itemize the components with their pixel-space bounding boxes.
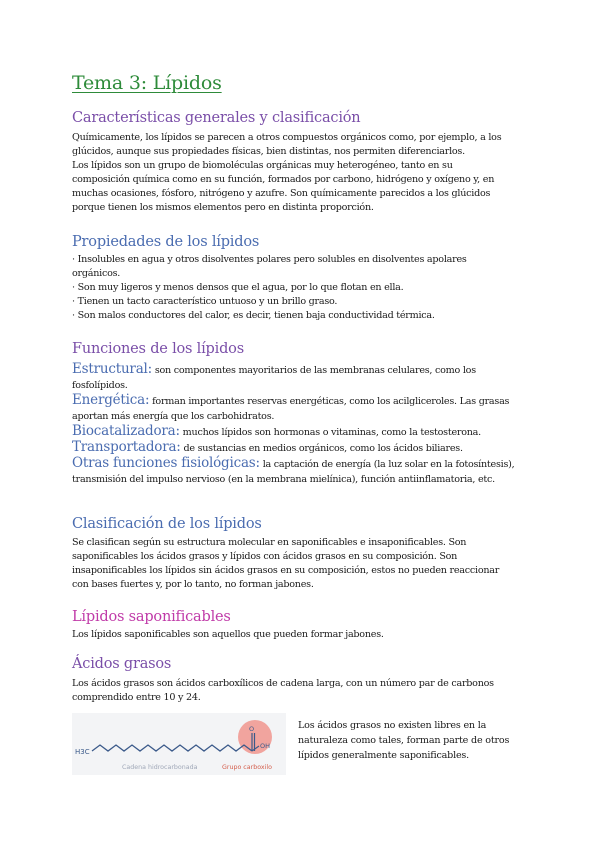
carboxyl-label: Grupo carboxilo [222, 764, 272, 771]
text-line: Se clasifican según su estructura molecular en saponificables e insaponificables. Son [72, 537, 467, 548]
text-line: Químicamente, los lípidos se parecen a otros compuestos orgánicos como, por ejemplo, a los [72, 132, 502, 143]
text-line: Los ácidos grasos son ácidos carboxílicos de cadena larga, con un número par de carbonos [72, 678, 494, 689]
chain-label: Cadena hidrocarbonada [122, 764, 198, 771]
function-item [72, 424, 528, 440]
function-text: son componentes mayoritarios de las membranas celulares, como los [152, 365, 476, 376]
function-lead: Estructural: [72, 361, 153, 377]
page-title: Tema 3: Lípidos [72, 72, 222, 94]
text-line: insaponificables los lípidos sin ácidos grasos en su composición, estos no pueden reaccionar [72, 565, 500, 576]
function-text: la captación de energía (la luz solar en la fotosíntesis), [259, 459, 515, 470]
function-text: muchos lípidos son hormonas o vitaminas, como la testosterona. [179, 427, 481, 438]
paragraph-saponificables [72, 628, 528, 642]
fatty-acid-diagram [72, 713, 286, 775]
function-item [72, 456, 528, 472]
function-cont: fosfolípidos. [72, 380, 128, 391]
function-lead: Biocatalizadora: [72, 423, 180, 439]
text-line: Los ácidos grasos no existen libres en la [298, 720, 487, 731]
formula-label: H3C [75, 748, 90, 756]
function-cont: aportan más energía que los carbohidratos. [72, 411, 275, 422]
text-line: Los lípidos saponificables son aquellos que pueden formar jabones. [72, 629, 384, 640]
text-line: lípidos generalmente saponificables. [298, 750, 470, 761]
heading-clasificacion: Clasificación de los lípidos [72, 516, 262, 532]
function-item [72, 362, 528, 378]
paragraph-acidos-grasos [72, 677, 528, 705]
heading-caracteristicas: Características generales y clasificación [72, 110, 361, 126]
hydroxyl-label: OH [260, 742, 271, 750]
list-funciones [72, 362, 528, 487]
paragraph-caracteristicas [72, 131, 528, 215]
side-paragraph [298, 718, 528, 763]
fatty-acid-figure [72, 713, 286, 775]
list-item: orgánicos. [72, 268, 121, 279]
function-item [72, 440, 528, 456]
text-line: naturaleza como tales, forman parte de otros [298, 735, 510, 746]
heading-propiedades: Propiedades de los lípidos [72, 234, 260, 250]
list-item: · Insolubles en agua y otros disolventes polares pero solubles en disolventes apolares [72, 254, 467, 265]
hydrocarbon-chain [92, 745, 252, 751]
paragraph-clasificacion [72, 536, 528, 592]
function-text: forman importantes reservas energéticas, como los acilgliceroles. Las grasas [149, 396, 510, 407]
text-line: composición química como en su función, formados por carbono, hidrógeno y oxígeno y, en [72, 174, 495, 185]
heading-saponificables: Lípidos saponificables [72, 609, 231, 625]
list-item: · Son muy ligeros y menos densos que el agua, por lo que flotan en ella. [72, 282, 404, 293]
list-item: · Tienen un tacto característico untuoso y un brillo graso. [72, 296, 338, 307]
text-line: con bases fuertes y, por lo tanto, no forman jabones. [72, 579, 314, 590]
text-line: Los lípidos son un grupo de biomoléculas orgánicas muy heterogéneo, tanto en su [72, 160, 453, 171]
function-lead: Transportadora: [72, 439, 181, 455]
text-line: saponificables los ácidos grasos y lípidos con ácidos grasos en su composición. Son [72, 551, 458, 562]
function-item [72, 393, 528, 409]
list-propiedades [72, 253, 528, 323]
oxygen-label: O [249, 725, 255, 733]
heading-acidos-grasos: Ácidos grasos [72, 656, 172, 672]
heading-funciones: Funciones de los lípidos [72, 341, 244, 357]
list-item: · Son malos conductores del calor, es decir, tienen baja conductividad térmica. [72, 310, 435, 321]
text-line: muchas ocasiones, fósforo, nitrógeno y azufre. Son químicamente parecidos a los glúcidos [72, 188, 491, 199]
function-text: de sustancias en medios orgánicos, como los ácidos biliares. [180, 443, 463, 454]
function-cont: transmisión del impulso nervioso (en la membrana mielínica), función antiinflamatoria, etc. [72, 474, 495, 485]
text-line: comprendido entre 10 y 24. [72, 692, 201, 703]
function-lead: Otras funciones fisiológicas: [72, 455, 260, 471]
text-line: porque tienen los mismos elementos pero en distinta proporción. [72, 202, 374, 213]
text-line: glúcidos, aunque sus propiedades físicas, bien distintas, nos permiten diferenciarlos. [72, 146, 465, 157]
function-lead: Energética: [72, 392, 150, 408]
